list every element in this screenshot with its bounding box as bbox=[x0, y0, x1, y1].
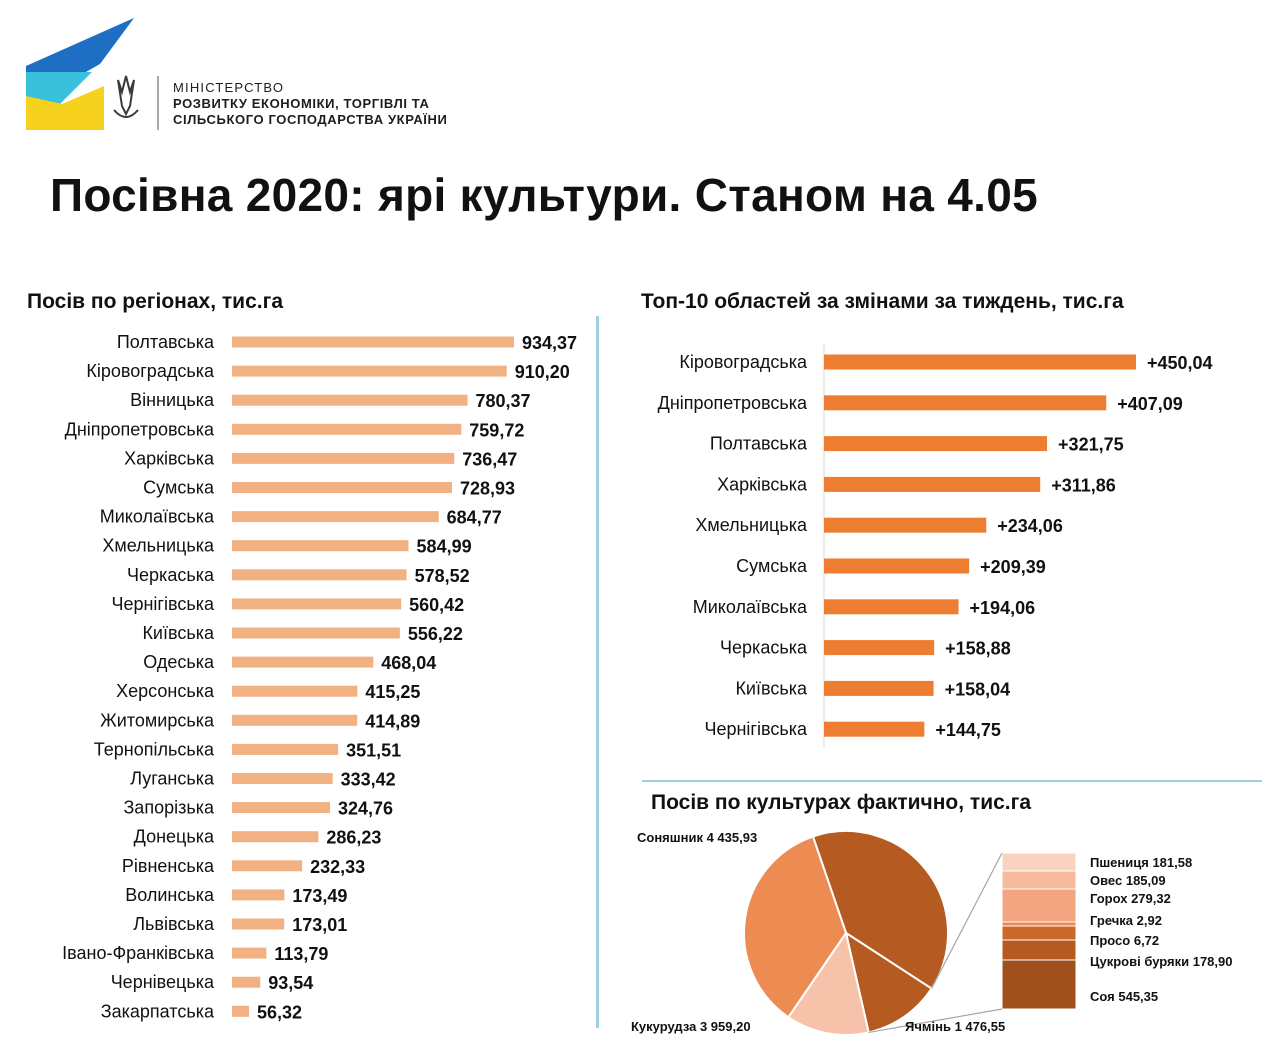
bar bbox=[824, 722, 924, 737]
value-label: 684,77 bbox=[446, 507, 502, 528]
segment-label: Овес 185,09 bbox=[1090, 873, 1166, 888]
category-label: Житомирська bbox=[100, 710, 214, 731]
value-label: 333,42 bbox=[340, 769, 396, 790]
category-label: Харківська bbox=[124, 448, 214, 469]
value-label: 468,04 bbox=[381, 653, 437, 674]
bar bbox=[232, 948, 266, 959]
category-label: Черкаська bbox=[720, 637, 807, 658]
value-label: 728,93 bbox=[459, 478, 516, 499]
value-label: +209,39 bbox=[980, 557, 1046, 577]
bar bbox=[232, 802, 330, 813]
ministry-line-2: РОЗВИТКУ ЕКОНОМІКИ, ТОРГІВЛІ ТА bbox=[173, 96, 430, 111]
category-label: Кіровоградська bbox=[86, 361, 214, 382]
category-label: Херсонська bbox=[116, 681, 214, 702]
category-label: Рівненська bbox=[121, 855, 214, 876]
bar bbox=[232, 744, 338, 755]
ministry-line-1: МІНІСТЕРСТВО bbox=[173, 80, 285, 95]
value-label: 173,01 bbox=[292, 915, 348, 935]
regions-chart-title: Посів по регіонах, тис.га bbox=[27, 290, 284, 313]
value-label: 113,79 bbox=[274, 944, 329, 965]
value-label: 910,20 bbox=[514, 362, 570, 383]
bar bbox=[232, 569, 407, 580]
category-label: Київська bbox=[735, 678, 807, 699]
category-label: Тернопільська bbox=[93, 739, 214, 760]
category-label: Вінницька bbox=[130, 390, 214, 411]
bar bbox=[232, 482, 452, 493]
bar bbox=[824, 477, 1040, 492]
value-label: 934,37 bbox=[522, 333, 578, 353]
category-label: Донецька bbox=[133, 826, 214, 847]
bar bbox=[232, 919, 284, 930]
bar bbox=[232, 424, 461, 435]
bar bbox=[232, 889, 284, 900]
category-label: Полтавська bbox=[116, 332, 214, 352]
horizontal-divider bbox=[642, 780, 1262, 782]
stacked-segment bbox=[1002, 960, 1076, 1009]
value-label: 584,99 bbox=[416, 536, 472, 557]
value-label: +158,88 bbox=[945, 638, 1011, 659]
bar bbox=[232, 453, 454, 464]
value-label: +450,04 bbox=[1147, 353, 1213, 373]
bar bbox=[232, 511, 439, 522]
category-label: Львівська bbox=[133, 914, 214, 934]
bar bbox=[232, 860, 302, 871]
pie-label: Кукурудза 3 959,20 bbox=[631, 1019, 751, 1034]
bar bbox=[232, 598, 401, 609]
value-label: 351,51 bbox=[346, 740, 402, 761]
regions-bar-chart bbox=[0, 325, 596, 1030]
value-label: +194,06 bbox=[969, 597, 1036, 618]
category-label: Сумська bbox=[143, 477, 214, 498]
bar bbox=[232, 395, 468, 406]
bar bbox=[232, 366, 507, 377]
category-label: Полтавська bbox=[709, 433, 807, 454]
category-label: Миколаївська bbox=[99, 506, 214, 527]
value-label: +234,06 bbox=[997, 516, 1063, 537]
bar bbox=[232, 715, 357, 726]
value-label: +407,09 bbox=[1117, 393, 1183, 414]
bar bbox=[232, 540, 409, 551]
value-label: 414,89 bbox=[365, 711, 421, 732]
top10-chart-title: Топ-10 областей за змінами за тиждень, тис.га bbox=[641, 290, 1124, 313]
category-label: Запорізька bbox=[123, 797, 214, 818]
category-label: Харківська bbox=[717, 474, 807, 495]
category-label: Київська bbox=[142, 623, 214, 643]
crops-pie-chart bbox=[600, 815, 1280, 1040]
category-label: Волинська bbox=[125, 884, 214, 905]
bar bbox=[232, 831, 318, 842]
segment-label: Пшениця 181,58 bbox=[1090, 855, 1193, 870]
value-label: 232,33 bbox=[310, 856, 366, 877]
ministry-line-3: СІЛЬСЬКОГО ГОСПОДАРСТВА УКРАЇНИ bbox=[173, 112, 448, 127]
category-label: Івано-Франківська bbox=[62, 943, 214, 964]
stacked-segment bbox=[1002, 926, 1076, 940]
category-label: Сумська bbox=[736, 556, 807, 576]
value-label: 736,47 bbox=[462, 449, 518, 470]
category-label: Чернівецька bbox=[110, 972, 214, 993]
category-label: Хмельницька bbox=[102, 535, 214, 556]
value-label: 56,32 bbox=[256, 1002, 303, 1023]
value-label: +144,75 bbox=[935, 720, 1001, 741]
bar bbox=[824, 681, 934, 696]
bar bbox=[232, 628, 400, 639]
stacked-segment bbox=[1002, 853, 1076, 871]
value-label: 560,42 bbox=[409, 594, 465, 615]
stacked-segment bbox=[1002, 889, 1076, 922]
value-label: 286,23 bbox=[326, 827, 382, 848]
bar bbox=[232, 773, 333, 784]
bar bbox=[232, 337, 514, 348]
value-label: 578,52 bbox=[414, 565, 470, 586]
value-label: 556,22 bbox=[407, 624, 463, 644]
category-label: Чернігівська bbox=[111, 593, 214, 614]
pie-label: Соняшник 4 435,93 bbox=[637, 830, 758, 845]
page-title: Посівна 2020: ярі культури. Станом на 4.05 bbox=[50, 169, 1039, 221]
bar bbox=[232, 686, 357, 697]
category-label: Чернігівська bbox=[704, 719, 807, 740]
ministry-name bbox=[173, 80, 447, 128]
bar bbox=[824, 395, 1106, 410]
vertical-divider bbox=[596, 316, 599, 1028]
bar bbox=[824, 640, 934, 655]
category-label: Черкаська bbox=[127, 564, 214, 585]
segment-label: Просо 6,72 bbox=[1090, 933, 1160, 948]
trident-icon bbox=[118, 76, 134, 114]
value-label: 759,72 bbox=[469, 420, 525, 441]
value-label: +311,86 bbox=[1051, 475, 1116, 496]
bar bbox=[232, 1006, 249, 1017]
segment-label: Соя 545,35 bbox=[1090, 989, 1159, 1004]
category-label: Кіровоградська bbox=[679, 352, 807, 372]
pie-label: Ячмінь 1 476,55 bbox=[905, 1019, 1006, 1034]
bar bbox=[232, 657, 373, 668]
ministry-logo bbox=[22, 14, 172, 132]
segment-label: Горох 279,32 bbox=[1090, 891, 1171, 906]
value-label: 324,76 bbox=[338, 798, 394, 819]
segment-label: Цукрові буряки 178,90 bbox=[1090, 954, 1233, 969]
value-label: +158,04 bbox=[944, 679, 1011, 700]
bar bbox=[824, 518, 986, 533]
value-label: 415,25 bbox=[365, 682, 421, 703]
category-label: Закарпатська bbox=[100, 1001, 214, 1022]
value-label: 780,37 bbox=[475, 391, 531, 412]
stacked-segment bbox=[1002, 871, 1076, 889]
stacked-segment bbox=[1002, 940, 1076, 960]
crops-chart-title: Посів по культурах фактично, тис.га bbox=[651, 791, 1032, 814]
bar bbox=[824, 599, 959, 614]
category-label: Одеська bbox=[143, 652, 214, 673]
stacked-segment bbox=[1002, 922, 1076, 926]
bar bbox=[824, 559, 969, 574]
bar bbox=[824, 436, 1047, 451]
value-label: 173,49 bbox=[292, 885, 348, 906]
value-label: 93,54 bbox=[268, 973, 314, 994]
top10-bar-chart bbox=[600, 335, 1280, 755]
category-label: Дніпропетровська bbox=[64, 419, 214, 440]
bar bbox=[232, 977, 260, 988]
bar bbox=[824, 355, 1136, 370]
category-label: Хмельницька bbox=[695, 515, 807, 536]
segment-label: Гречка 2,92 bbox=[1090, 913, 1162, 928]
category-label: Дніпропетровська bbox=[657, 392, 807, 413]
category-label: Луганська bbox=[130, 768, 214, 789]
category-label: Миколаївська bbox=[692, 596, 807, 617]
value-label: +321,75 bbox=[1058, 434, 1124, 455]
